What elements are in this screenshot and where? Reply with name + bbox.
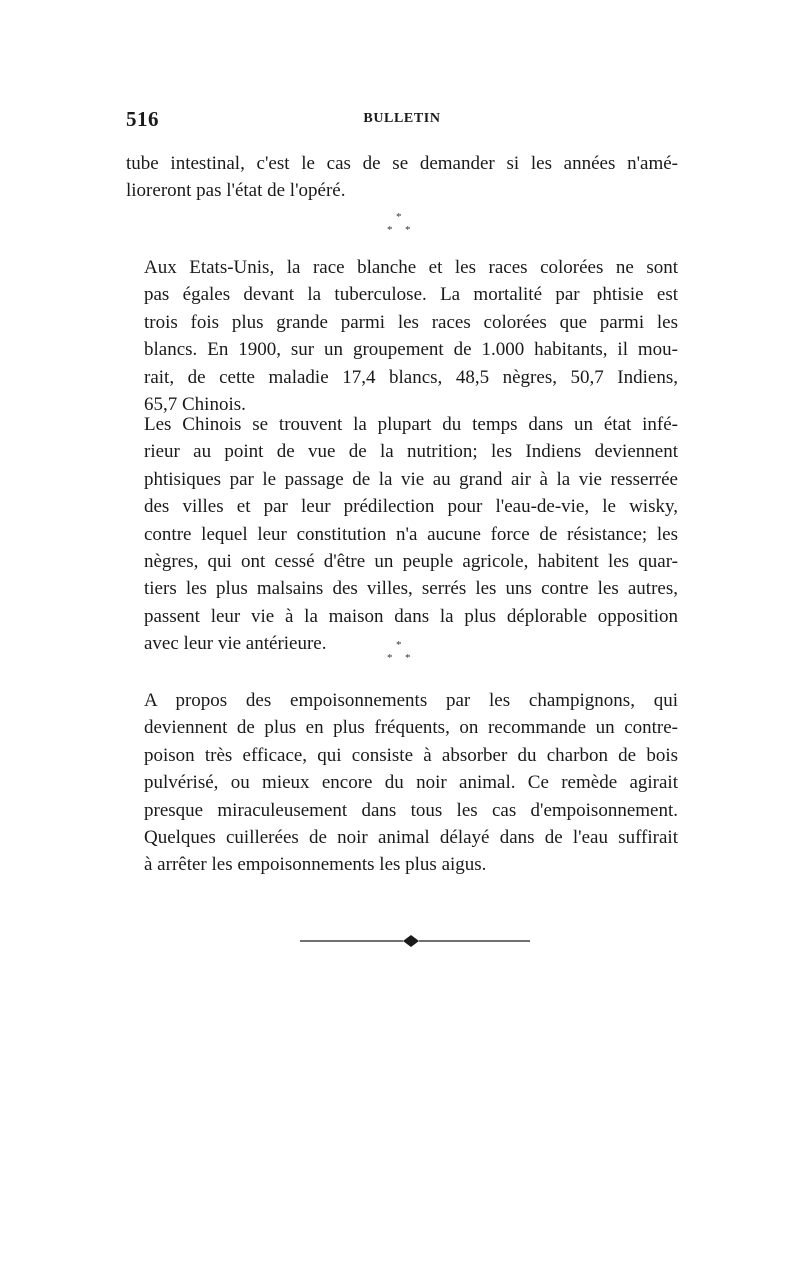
end-ornament-rule <box>300 933 530 949</box>
paragraph-line: pulvérisé, ou mieux encore du noir animal. Ce remède agirait <box>144 772 678 794</box>
asterisk: * <box>396 211 402 223</box>
paragraph-line: blancs. En 1900, sur un groupement de 1.000 habitants, il mou- <box>144 339 678 361</box>
paragraph-line: phtisiques par le passage de la vie au grand air à la vie resserrée <box>144 468 678 490</box>
paragraph-line: à arrêter les empoisonnements les plus aigus. <box>144 854 487 876</box>
paragraph-line: trois fois plus grande parmi les races colorées que parmi les <box>144 311 678 333</box>
paragraph-line: pas égales devant la tuberculose. La mortalité par phtisie est <box>144 284 678 306</box>
page-header <box>126 107 678 137</box>
paragraph-line: Quelques cuillerées de noir animal délayé dans de l'eau suffirait <box>144 827 678 849</box>
section-separator-asterism <box>370 640 430 676</box>
paragraph-4 <box>126 687 678 879</box>
paragraph-line: des villes et par leur prédilection pour l'eau-de-vie, le wisky, <box>144 496 678 518</box>
paragraph-2 <box>126 254 678 418</box>
paragraph-line: tiers les plus malsains des villes, serrés les uns contre les autres, <box>144 578 678 600</box>
page-number: 516 <box>126 107 159 131</box>
asterisk: * <box>396 639 402 651</box>
paragraph-line: presque miraculeusement dans tous les cas d'empoisonnement. <box>144 799 678 821</box>
paragraph-line: Les Chinois se trouvent la plupart du temps dans un état infé- <box>144 414 678 435</box>
paragraph-line: nègres, qui ont cessé d'être un peuple agricole, habitent les quar- <box>144 551 678 573</box>
paragraph-line: poison très efficace, qui consiste à absorber du charbon de bois <box>144 744 678 766</box>
paragraph-line: lioreront pas l'état de l'opéré. <box>126 180 346 202</box>
paragraph-line: A propos des empoisonnements par les champignons, qui <box>144 690 678 711</box>
paragraph-line: rieur au point de vue de la nutrition; les Indiens deviennent <box>144 441 678 463</box>
asterisk: * <box>405 224 411 236</box>
diamond-rule-icon <box>300 933 530 949</box>
asterisk: * <box>387 224 393 236</box>
asterisk: * <box>387 652 393 664</box>
paragraph-1 <box>126 150 678 205</box>
asterisk: * <box>405 652 411 664</box>
paragraph-line: tube intestinal, c'est le cas de se demander si les années n'amé- <box>126 153 678 174</box>
paragraph-line: passent leur vie à la maison dans la plus déplorable opposition <box>144 605 678 627</box>
paragraph-line: Aux Etats-Unis, la race blanche et les races colorées ne sont <box>144 257 678 278</box>
running-title: BULLETIN <box>363 111 441 126</box>
paragraph-line: rait, de cette maladie 17,4 blancs, 48,5 nègres, 50,7 Indiens, <box>144 366 678 388</box>
section-separator-asterism <box>370 212 430 248</box>
paragraph-line: deviennent de plus en plus fréquents, on recommande un contre- <box>144 717 678 739</box>
paragraph-line: avec leur vie antérieure. <box>144 633 327 655</box>
paragraph-line: 65,7 Chinois. <box>144 394 246 416</box>
paragraph-3 <box>126 411 678 658</box>
paragraph-line: contre lequel leur constitution n'a aucune force de résistance; les <box>144 523 678 545</box>
